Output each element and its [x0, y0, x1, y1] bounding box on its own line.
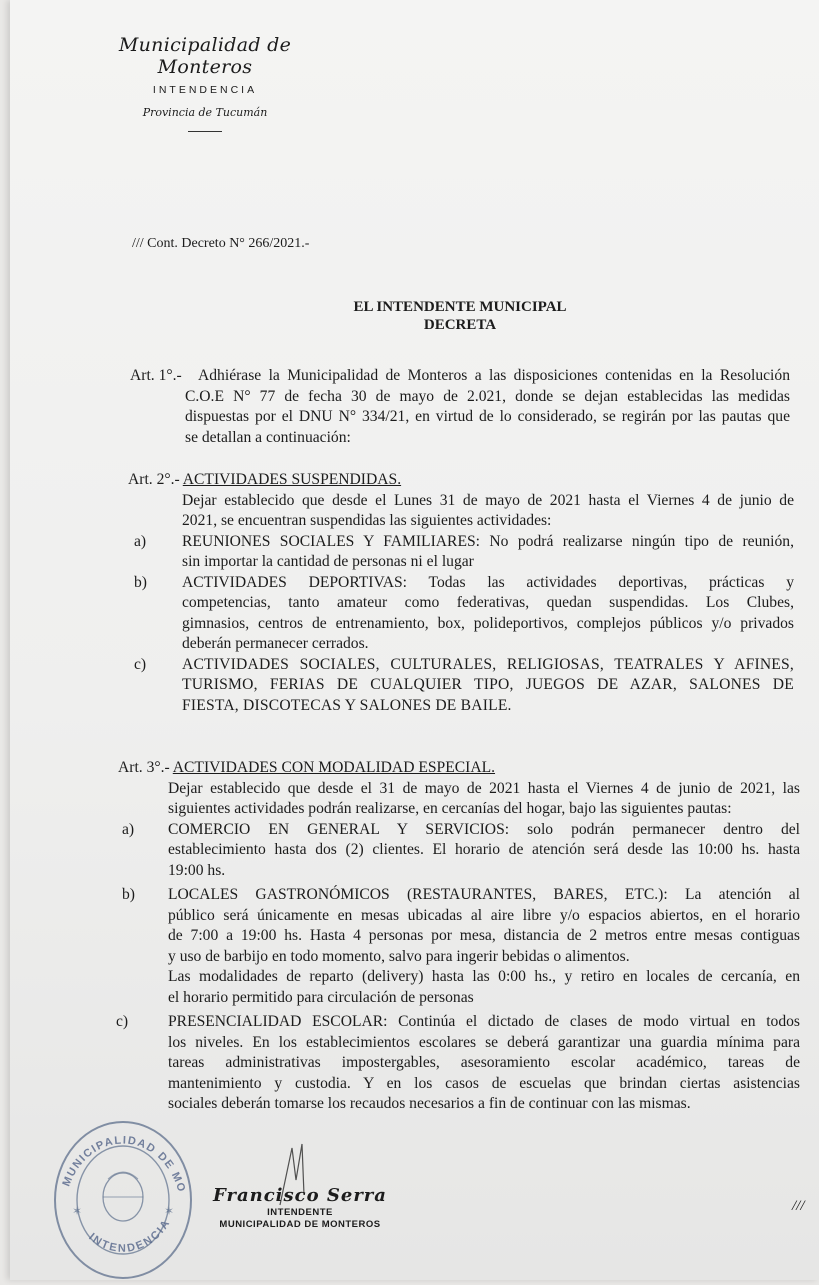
item-line: ACTIVIDADES SOCIALES, CULTURALES, RELIGIOSAS, TEATRALES Y AFINES, — [182, 655, 794, 673]
signer-org: MUNICIPALIDAD DE MONTEROS — [219, 1219, 381, 1230]
letterhead-province: Provincia de Tucumán — [142, 106, 268, 119]
article-3-intro-line: Dejar establecido que desde el 31 de mayo de 2021 hasta el Viernes 4 de junio de 2021, las — [168, 779, 800, 797]
article-2-intro-line: Dejar establecido que desde el Lunes 31 de mayo de 2021 hasta el Viernes 4 de junio de — [182, 491, 794, 509]
item-line: sin importar la cantidad de personas ni el lugar — [182, 553, 474, 570]
article-1-line: dispuestas por el DNU N° 334/21, en virtud de lo considerado, se regirán por las pautas que — [185, 408, 790, 425]
item-letter: b) — [122, 886, 135, 903]
item-line: REUNIONES SOCIALES Y FAMILIARES: No podrá realizarse ningún tipo de reunión, — [182, 532, 794, 550]
letterhead-dept: INTENDENCIA — [152, 84, 258, 96]
article-2 — [128, 470, 794, 716]
item-line: deberán permanecer cerrados. — [182, 635, 369, 652]
item-line: establecimiento hasta dos (2) clientes. El horario de atención será desde las 10:00 hs. hasta — [168, 841, 800, 858]
stamp-top-text: MUNICIPALIDAD DE MO — [60, 1134, 188, 1195]
article-3-item-b — [118, 885, 800, 1008]
article-1-line: se detallan a continuación: — [185, 428, 351, 446]
signer-name: Francisco Serra — [213, 1185, 387, 1206]
svg-text:✶: ✶ — [72, 1204, 83, 1218]
item-line: público será únicamente en mesas ubicadas al aire libre y/o espacios abiertos, en el horario — [168, 906, 800, 924]
article-2-item-a — [128, 532, 794, 573]
item-line: ACTIVIDADES DEPORTIVAS: Todas las actividades deportivas, prácticas y — [182, 573, 794, 591]
article-1 — [130, 366, 790, 448]
item-line: de 7:00 a 19:00 hs. Hasta 4 personas por mesa, distancia de 2 metros entre mesas contiguas — [168, 927, 800, 944]
svg-text:✶: ✶ — [164, 1204, 175, 1218]
item-line: 19:00 hs. — [168, 861, 226, 879]
signer-title: INTENDENTE — [267, 1207, 333, 1218]
heading-line-2: DECRETA — [423, 317, 497, 333]
article-2-label: Art. 2°.- — [128, 471, 180, 488]
official-stamp — [50, 1095, 195, 1280]
article-2-item-c — [128, 655, 794, 717]
heading-line-1: EL INTENDENTE MUNICIPAL — [353, 299, 567, 315]
item-letter: b) — [134, 573, 147, 591]
item-letter: c) — [116, 1013, 129, 1030]
seal-icon — [50, 1095, 195, 1280]
letterhead — [80, 34, 330, 132]
svg-text:MUNICIPALIDAD DE MONTEROS — [50, 1095, 188, 1194]
item-line: y uso de barbijo en todo momento, salvo para ingerir bebidas o alimentos. — [168, 947, 630, 965]
decree-reference: /// Cont. Decreto N° 266/2021.- — [132, 236, 310, 251]
article-1-line: C.O.E N° 77 de fecha 30 de mayo de 2.021, donde se dejan establecidas las medidas — [185, 387, 790, 405]
item-line: Las modalidades de reparto (delivery) hasta las 0:00 hs., y retiro en locales de cercanía, en — [168, 968, 800, 985]
article-3-label: Art. 3°.- — [118, 759, 170, 776]
letterhead-divider — [188, 131, 222, 132]
item-line: FIESTA, DISCOTECAS Y SALONES DE BAILE. — [182, 696, 512, 714]
item-line: sociales deberán tomarse los recaudos necesarios a fin de continuar con las mismas. — [168, 1095, 691, 1112]
item-line: competencias, tanto amateur como federativas, quedan suspendidas. Los Clubes, — [182, 594, 794, 611]
continuation-mark: /// — [792, 1198, 805, 1214]
article-3 — [118, 758, 800, 1115]
signature-block — [210, 1185, 390, 1230]
article-1-label: Art. 1°.- — [130, 367, 182, 384]
stamp-bottom-text: INTENDENCIA — [86, 1216, 174, 1255]
item-line: tareas administrativas impostergables, asesoramiento escolar académico, tareas de — [168, 1054, 800, 1071]
item-line: el horario permitido para circulación de personas — [168, 988, 474, 1006]
article-2-intro-line: 2021, se encuentran suspendidas las siguientes actividades: — [182, 512, 552, 529]
item-letter: a) — [122, 820, 135, 838]
svg-text:INTENDENCIA — [86, 1217, 173, 1255]
item-letter: c) — [134, 655, 147, 673]
article-1-line: Adhiérase la Municipalidad de Monteros a las disposiciones contenidas en la Resolución — [198, 367, 790, 384]
article-2-title: ACTIVIDADES SUSPENDIDAS. — [182, 471, 402, 488]
article-3-item-a — [118, 820, 800, 882]
document-page — [10, 0, 819, 1280]
item-letter: a) — [134, 532, 147, 550]
item-line: LOCALES GASTRONÓMICOS (RESTAURANTES, BARES, ETC.): La atención al — [168, 886, 800, 903]
item-line: mantenimiento y custodia. Y en los casos de escuelas que brindan ciertas asistencias — [168, 1074, 800, 1092]
article-3-intro-line: siguientes actividades podrán realizarse, en cercanías del hogar, bajo las siguientes pautas: — [168, 800, 732, 817]
letterhead-name: Municipalidad de Monteros — [118, 34, 292, 78]
article-3-item-c — [118, 1012, 800, 1115]
document-heading — [260, 298, 660, 334]
item-line: TURISMO, FERIAS DE CUALQUIER TIPO, JUEGOS DE AZAR, SALONES DE — [182, 676, 794, 693]
item-line: COMERCIO EN GENERAL Y SERVICIOS: solo podrán permanecer dentro del — [168, 820, 800, 838]
item-line: gimnasios, centros de entrenamiento, box, polideportivos, complejos públicos y/o privados — [182, 614, 794, 632]
article-2-item-b — [128, 573, 794, 655]
item-line: PRESENCIALIDAD ESCOLAR: Continúa el dictado de clases de modo virtual en todos — [168, 1013, 800, 1030]
article-3-title: ACTIVIDADES CON MODALIDAD ESPECIAL. — [172, 759, 496, 776]
item-line: los niveles. En los establecimientos escolares se deberá garantizar una guardia mínima para — [168, 1033, 800, 1051]
